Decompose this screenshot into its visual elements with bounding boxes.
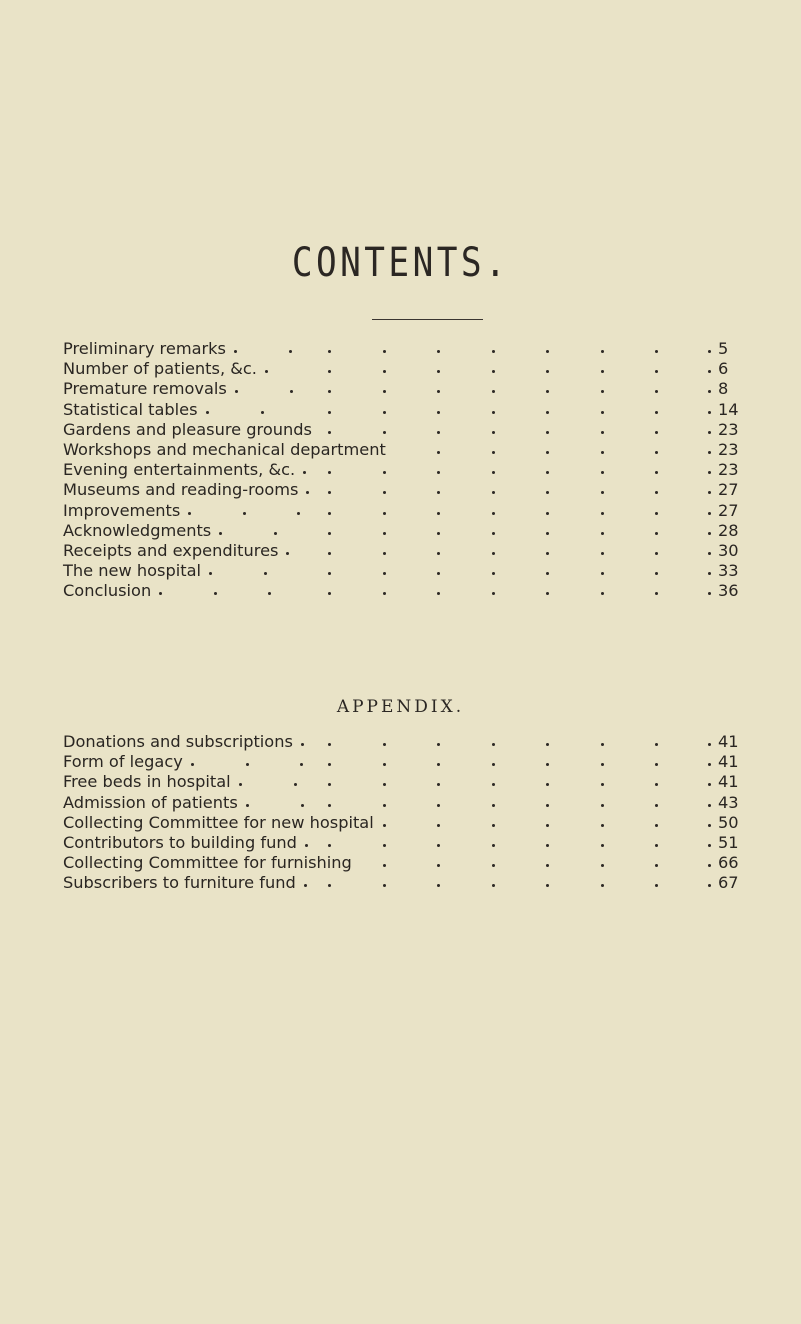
entry-label: Receipts and expenditures [63, 540, 279, 560]
leader-dot [708, 783, 711, 786]
entry-label: Statistical tables [63, 399, 198, 419]
leader-dot [546, 783, 549, 786]
toc-entry [63, 581, 743, 601]
entry-page-number: 67 [718, 873, 739, 893]
entry-label: Museums and reading-rooms [63, 480, 299, 500]
leader-dot [328, 411, 331, 414]
leader-dot [214, 592, 217, 595]
entry-page-number: 41 [718, 732, 739, 751]
leader-dot [383, 491, 386, 494]
entry-page-number: 23 [718, 460, 739, 480]
leader-dot [246, 804, 249, 807]
leader-dot [328, 491, 331, 494]
toc-entry [63, 772, 743, 792]
leader-dot [305, 844, 308, 847]
leader-dot [297, 512, 300, 515]
leader-dot [328, 572, 331, 575]
leader-dot [328, 552, 331, 555]
leader-dot [655, 350, 658, 353]
leader-dot [159, 592, 162, 595]
leader-dot [601, 532, 604, 535]
leader-dot [437, 864, 440, 867]
leader-dot [301, 804, 304, 807]
leader-dot [655, 804, 658, 807]
toc-entry [63, 561, 743, 581]
leader-dot [383, 864, 386, 867]
leader-dot [655, 532, 658, 535]
leader-dot [708, 451, 711, 454]
leader-dot [708, 350, 711, 353]
toc-entry [63, 420, 743, 440]
entry-label: Workshops and mechanical department [63, 439, 386, 459]
leader-dot [492, 471, 495, 474]
leader-dot [546, 491, 549, 494]
leader-dot [492, 824, 495, 827]
toc-entry [63, 460, 743, 480]
leader-dot [546, 884, 549, 887]
leader-dot [546, 552, 549, 555]
leader-dot [328, 844, 331, 847]
leader-dot [239, 783, 242, 786]
page-title: CONTENTS. [291, 240, 510, 286]
entry-page-number: 30 [718, 540, 739, 560]
leader-dot [708, 824, 711, 827]
leader-dot [601, 783, 604, 786]
leader-dot [655, 844, 658, 847]
leader-dot [437, 512, 440, 515]
leader-dot [437, 804, 440, 807]
toc-entry [63, 833, 743, 853]
leader-dot [383, 763, 386, 766]
leader-dot [206, 411, 209, 414]
leader-dot [655, 864, 658, 867]
leader-dot [601, 350, 604, 353]
leader-dot [708, 884, 711, 887]
leader-dot [655, 431, 658, 434]
leader-dot [601, 572, 604, 575]
toc-entry [63, 793, 743, 813]
leader-dot [219, 532, 222, 535]
leader-dot [246, 763, 249, 766]
leader-dot [546, 350, 549, 353]
dot-leader [63, 581, 718, 601]
entry-label: Conclusion [63, 581, 152, 601]
leader-dot [708, 864, 711, 867]
leader-dot [328, 532, 331, 535]
leader-dot [437, 572, 440, 575]
leader-dot [708, 491, 711, 494]
leader-dot [601, 451, 604, 454]
leader-dot [601, 431, 604, 434]
leader-dot [655, 552, 658, 555]
leader-dot [492, 532, 495, 535]
leader-dot [383, 572, 386, 575]
toc-entry [63, 379, 743, 399]
leader-dot [437, 844, 440, 847]
leader-dot [328, 884, 331, 887]
leader-dot [286, 552, 289, 555]
leader-dot [655, 411, 658, 414]
leader-dot [492, 783, 495, 786]
entry-label: Evening entertainments, &c. [63, 460, 296, 480]
leader-dot [492, 884, 495, 887]
leader-dot [601, 512, 604, 515]
leader-dot [437, 491, 440, 494]
leader-dot [437, 350, 440, 353]
leader-dot [601, 763, 604, 766]
leader-dot [383, 804, 386, 807]
toc-entry [63, 339, 743, 359]
entry-label: Subscribers to furniture fund [63, 873, 296, 893]
entry-label: Form of legacy [63, 752, 183, 772]
leader-dot [437, 763, 440, 766]
leader-dot [601, 844, 604, 847]
leader-dot [328, 763, 331, 766]
leader-dot [708, 552, 711, 555]
leader-dot [708, 471, 711, 474]
leader-dot [546, 592, 549, 595]
leader-dot [328, 431, 331, 434]
leader-dot [492, 491, 495, 494]
leader-dot [708, 390, 711, 393]
toc-entry [63, 359, 743, 379]
leader-dot [188, 512, 191, 515]
toc-entry [63, 813, 743, 833]
leader-dot [383, 411, 386, 414]
entry-page-number: 8 [718, 379, 729, 399]
toc-entry [63, 873, 743, 893]
leader-dot [437, 592, 440, 595]
leader-dot [492, 370, 495, 373]
leader-dot [383, 884, 386, 887]
leader-dot [328, 783, 331, 786]
entry-label: Admission of patients [63, 792, 238, 812]
leader-dot [492, 411, 495, 414]
toc-entry [63, 732, 743, 752]
leader-dot [290, 390, 293, 393]
leader-dot [546, 411, 549, 414]
leader-dot [492, 512, 495, 515]
toc-entry [63, 521, 743, 541]
leader-dot [492, 743, 495, 746]
entry-label: Number of patients, &c. [63, 359, 257, 379]
leader-dot [546, 824, 549, 827]
leader-dot [546, 804, 549, 807]
leader-dot [655, 471, 658, 474]
leader-dot [546, 451, 549, 454]
entry-label: The new hospital [63, 561, 201, 581]
entry-page-number: 36 [718, 581, 739, 601]
entry-page-number: 6 [718, 359, 729, 379]
leader-dot [655, 572, 658, 575]
leader-dot [383, 532, 386, 535]
leader-dot [328, 471, 331, 474]
entry-label: Premature removals [63, 379, 227, 399]
entry-label: Collecting Committee for furnishing [63, 853, 352, 873]
leader-dot [492, 592, 495, 595]
title-rule [372, 319, 483, 320]
leader-dot [437, 390, 440, 393]
leader-dot [383, 552, 386, 555]
leader-dot [708, 592, 711, 595]
leader-dot [708, 532, 711, 535]
entry-page-number: 41 [718, 772, 739, 792]
leader-dot [655, 451, 658, 454]
leader-dot [601, 592, 604, 595]
leader-dot [437, 884, 440, 887]
leader-dot [437, 824, 440, 827]
toc-entry [63, 541, 743, 561]
leader-dot [328, 804, 331, 807]
toc-entry [63, 501, 743, 521]
leader-dot [437, 743, 440, 746]
leader-dot [708, 844, 711, 847]
leader-dot [383, 350, 386, 353]
leader-dot [437, 552, 440, 555]
leader-dot [303, 471, 306, 474]
toc-entry [63, 480, 743, 500]
leader-dot [601, 824, 604, 827]
leader-dot [655, 743, 658, 746]
entry-page-number: 41 [718, 752, 739, 772]
entry-page-number: 43 [718, 792, 739, 812]
entry-page-number: 51 [718, 832, 739, 852]
entry-page-number: 23 [718, 419, 739, 439]
appendix-heading: APPENDIX. [336, 697, 465, 717]
leader-dot [383, 743, 386, 746]
entry-page-number: 33 [718, 561, 739, 581]
toc-entry [63, 853, 743, 873]
leader-dot [655, 783, 658, 786]
leader-dot [601, 743, 604, 746]
entry-page-number: 50 [718, 812, 739, 832]
leader-dot [383, 512, 386, 515]
leader-dot [383, 783, 386, 786]
leader-dot [383, 592, 386, 595]
leader-dot [655, 491, 658, 494]
entry-page-number: 14 [718, 399, 739, 419]
entry-page-number: 28 [718, 520, 739, 540]
leader-dot [708, 411, 711, 414]
entry-label: Contributors to building fund [63, 832, 297, 852]
leader-dot [708, 743, 711, 746]
leader-dot [437, 532, 440, 535]
leader-dot [546, 512, 549, 515]
entry-page-number: 23 [718, 439, 739, 459]
appendix-list [63, 732, 743, 894]
leader-dot [383, 824, 386, 827]
leader-dot [328, 370, 331, 373]
leader-dot [328, 592, 331, 595]
leader-dot [328, 390, 331, 393]
leader-dot [383, 431, 386, 434]
leader-dot [546, 743, 549, 746]
entry-label: Collecting Committee for new hospital [63, 812, 374, 832]
leader-dot [601, 390, 604, 393]
leader-dot [492, 350, 495, 353]
leader-dot [546, 844, 549, 847]
leader-dot [492, 804, 495, 807]
entry-page-number: 27 [718, 500, 739, 520]
leader-dot [437, 370, 440, 373]
leader-dot [328, 512, 331, 515]
leader-dot [708, 370, 711, 373]
leader-dot [383, 844, 386, 847]
leader-dot [546, 572, 549, 575]
leader-dot [601, 370, 604, 373]
leader-dot [383, 370, 386, 373]
leader-dot [274, 532, 277, 535]
leader-dot [492, 864, 495, 867]
entry-label: Free beds in hospital [63, 772, 231, 792]
leader-dot [655, 763, 658, 766]
leader-dot [492, 844, 495, 847]
entry-label: Donations and subscriptions [63, 732, 293, 751]
entry-label: Preliminary remarks [63, 339, 226, 358]
leader-dot [655, 370, 658, 373]
leader-dot [437, 411, 440, 414]
leader-dot [437, 471, 440, 474]
leader-dot [300, 763, 303, 766]
contents-list [63, 339, 743, 601]
leader-dot [601, 864, 604, 867]
leader-dot [243, 512, 246, 515]
leader-dot [437, 783, 440, 786]
entry-page-number: 5 [718, 339, 729, 358]
leader-dot [235, 390, 238, 393]
leader-dot [546, 763, 549, 766]
leader-dot [708, 512, 711, 515]
toc-entry [63, 752, 743, 772]
leader-dot [383, 390, 386, 393]
leader-dot [655, 824, 658, 827]
leader-dot [546, 431, 549, 434]
leader-dot [601, 411, 604, 414]
leader-dot [546, 864, 549, 867]
entry-page-number: 66 [718, 853, 739, 873]
leader-dot [437, 451, 440, 454]
leader-dot [601, 884, 604, 887]
leader-dot [492, 572, 495, 575]
leader-dot [328, 743, 331, 746]
leader-dot [601, 471, 604, 474]
leader-dot [546, 370, 549, 373]
leader-dot [261, 411, 264, 414]
leader-dot [492, 763, 495, 766]
leader-dot [708, 804, 711, 807]
leader-dot [265, 370, 268, 373]
leader-dot [655, 592, 658, 595]
leader-dot [234, 350, 237, 353]
leader-dot [437, 431, 440, 434]
leader-dot [289, 350, 292, 353]
leader-dot [301, 743, 304, 746]
entry-label: Improvements [63, 500, 181, 520]
leader-dot [268, 592, 271, 595]
leader-dot [655, 884, 658, 887]
leader-dot [328, 350, 331, 353]
leader-dot [209, 572, 212, 575]
leader-dot [708, 763, 711, 766]
leader-dot [546, 471, 549, 474]
leader-dot [264, 572, 267, 575]
leader-dot [601, 804, 604, 807]
leader-dot [492, 552, 495, 555]
leader-dot [655, 390, 658, 393]
toc-entry [63, 440, 743, 460]
leader-dot [306, 491, 309, 494]
leader-dot [708, 572, 711, 575]
leader-dot [601, 552, 604, 555]
leader-dot [492, 451, 495, 454]
entry-page-number: 27 [718, 480, 739, 500]
leader-dot [304, 884, 307, 887]
leader-dot [294, 783, 297, 786]
entry-label: Gardens and pleasure grounds [63, 419, 312, 439]
leader-dot [492, 390, 495, 393]
leader-dot [492, 431, 495, 434]
leader-dot [191, 763, 194, 766]
leader-dot [708, 431, 711, 434]
entry-label: Acknowledgments [63, 520, 212, 540]
leader-dot [601, 491, 604, 494]
toc-entry [63, 400, 743, 420]
leader-dot [546, 532, 549, 535]
leader-dot [383, 471, 386, 474]
leader-dot [655, 512, 658, 515]
leader-dot [546, 390, 549, 393]
